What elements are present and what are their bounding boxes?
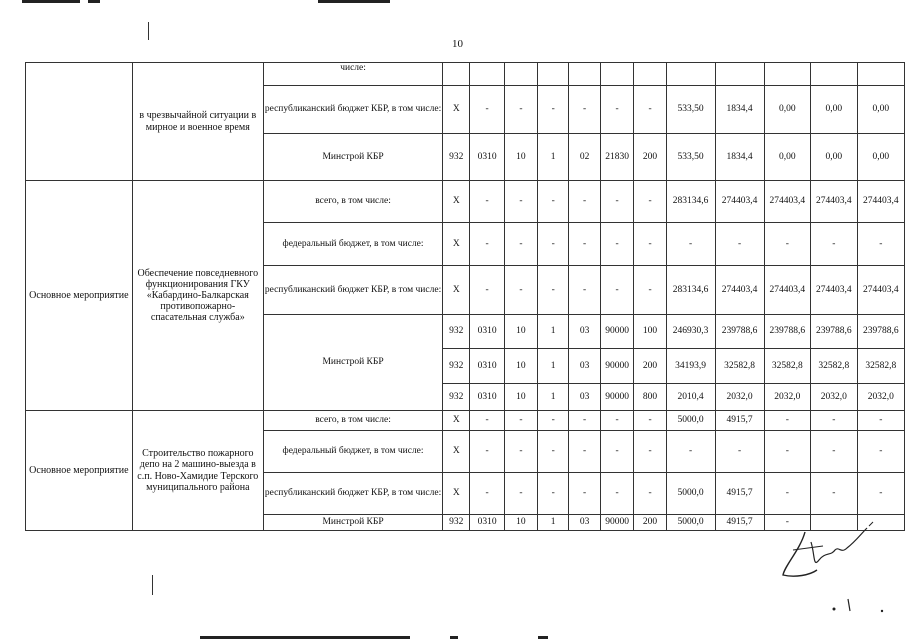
bottom-scan-mark-2 <box>450 636 458 639</box>
table-cell: 274403,4 <box>715 181 764 223</box>
table-cell: - <box>537 223 568 266</box>
table-cell <box>857 63 904 86</box>
table-cell: 4915,7 <box>715 411 764 431</box>
table-cell: 32582,8 <box>764 349 810 384</box>
table-cell: 5000,0 <box>666 515 715 531</box>
table-cell: 239788,6 <box>715 315 764 349</box>
table-cell: - <box>634 411 666 431</box>
table-cell: 1 <box>537 515 568 531</box>
table-cell: 0,00 <box>811 134 857 181</box>
event-type-cell: Основное мероприятие <box>26 181 133 411</box>
table-cell: - <box>634 86 666 134</box>
table-cell: 100 <box>634 315 666 349</box>
table-cell: - <box>569 181 600 223</box>
table-cell: - <box>537 86 568 134</box>
table-cell: - <box>600 86 634 134</box>
table-cell: - <box>857 431 904 473</box>
table-cell: - <box>811 223 857 266</box>
table-cell: - <box>666 223 715 266</box>
budget-table <box>25 62 905 531</box>
funding-source-cell: республиканский бюджет КБР, в том числе: <box>263 473 442 515</box>
table-cell: 283134,6 <box>666 266 715 315</box>
event-type-cell: Основное мероприятие <box>26 411 133 531</box>
table-cell: 274403,4 <box>764 181 810 223</box>
table-cell: Х <box>443 266 470 315</box>
table-cell: - <box>569 411 600 431</box>
table-cell: 533,50 <box>666 86 715 134</box>
scan-dots <box>830 595 890 620</box>
table-cell: - <box>537 411 568 431</box>
funding-source-cell: федеральный бюджет, в том числе: <box>263 431 442 473</box>
funding-source-cell: федеральный бюджет, в том числе: <box>263 223 442 266</box>
table-cell: - <box>537 431 568 473</box>
bottom-scan-mark-1 <box>200 636 410 639</box>
table-cell: 274403,4 <box>857 181 904 223</box>
table-cell: 10 <box>504 315 537 349</box>
table-cell <box>443 63 470 86</box>
table-cell: - <box>470 181 505 223</box>
table-cell: - <box>764 515 810 531</box>
bottom-scan-mark-3 <box>538 636 548 639</box>
table-cell: Х <box>443 181 470 223</box>
table-cell: 246930,3 <box>666 315 715 349</box>
table-cell: - <box>600 181 634 223</box>
table-cell: Х <box>443 431 470 473</box>
funding-source-cell: Минстрой КБР <box>263 315 442 411</box>
table-cell: - <box>569 223 600 266</box>
table-cell: 90000 <box>600 384 634 411</box>
table-cell: - <box>537 266 568 315</box>
table-cell: - <box>857 473 904 515</box>
table-cell: 200 <box>634 515 666 531</box>
table-cell: 10 <box>504 515 537 531</box>
table-cell: - <box>811 473 857 515</box>
table-cell: - <box>666 431 715 473</box>
table-cell: 0310 <box>470 315 505 349</box>
table-cell: 239788,6 <box>857 315 904 349</box>
table-cell: 239788,6 <box>811 315 857 349</box>
table-cell: 1 <box>537 349 568 384</box>
table-cell: 21830 <box>600 134 634 181</box>
table-cell: - <box>811 411 857 431</box>
table-cell: 32582,8 <box>811 349 857 384</box>
scan-tick-mark <box>148 22 149 40</box>
table-cell: 200 <box>634 349 666 384</box>
table-cell: - <box>715 431 764 473</box>
table-cell: - <box>470 266 505 315</box>
table-cell: 0,00 <box>811 86 857 134</box>
table-cell: - <box>504 411 537 431</box>
table-cell: 1 <box>537 315 568 349</box>
table-cell: - <box>504 473 537 515</box>
table-cell: 10 <box>504 384 537 411</box>
table-cell <box>470 63 505 86</box>
table-cell: 932 <box>443 134 470 181</box>
table-cell: 283134,6 <box>666 181 715 223</box>
table-cell: - <box>600 431 634 473</box>
funding-source-cell: Минстрой КБР <box>263 134 442 181</box>
table-cell: - <box>715 223 764 266</box>
table-cell: - <box>634 181 666 223</box>
table-cell: 274403,4 <box>764 266 810 315</box>
table-cell: 1834,4 <box>715 86 764 134</box>
table-cell: 2032,0 <box>857 384 904 411</box>
table-cell: 0,00 <box>857 134 904 181</box>
table-cell: 0310 <box>470 515 505 531</box>
table-cell: - <box>764 473 810 515</box>
table-cell: 4915,7 <box>715 515 764 531</box>
funding-source-cell: числе: <box>263 63 442 86</box>
table-cell: 2032,0 <box>715 384 764 411</box>
table-cell: 932 <box>443 349 470 384</box>
top-scan-mark-1 <box>22 0 80 3</box>
table-cell: Х <box>443 86 470 134</box>
table-cell: 0,00 <box>857 86 904 134</box>
table-cell: - <box>857 223 904 266</box>
table-cell: 533,50 <box>666 134 715 181</box>
table-row <box>26 411 905 431</box>
table-cell <box>537 63 568 86</box>
table-cell: - <box>600 266 634 315</box>
funding-source-cell: всего, в том числе: <box>263 411 442 431</box>
table-cell <box>600 63 634 86</box>
table-cell: 5000,0 <box>666 473 715 515</box>
table-cell: 02 <box>569 134 600 181</box>
table-cell: - <box>764 223 810 266</box>
table-cell: - <box>600 473 634 515</box>
table-cell: - <box>504 86 537 134</box>
table-cell: 274403,4 <box>811 181 857 223</box>
scan-tick-mark <box>152 575 153 595</box>
table-cell: 90000 <box>600 349 634 384</box>
table-cell: 274403,4 <box>715 266 764 315</box>
table-row <box>26 181 905 223</box>
event-description-cell: Строительство пожарного депо на 2 машино-выезда в с.п. Ново-Хамидие Терского муниципального района <box>132 411 263 531</box>
table-cell: 932 <box>443 515 470 531</box>
table-cell: 1 <box>537 384 568 411</box>
table-cell: - <box>537 473 568 515</box>
table-cell: 0310 <box>470 349 505 384</box>
table-cell: - <box>811 431 857 473</box>
table-cell: 200 <box>634 134 666 181</box>
table-cell: - <box>634 431 666 473</box>
table-cell: 03 <box>569 384 600 411</box>
table-cell: - <box>470 411 505 431</box>
table-cell: - <box>504 266 537 315</box>
table-cell: - <box>470 431 505 473</box>
table-cell: 03 <box>569 349 600 384</box>
table-cell: - <box>569 266 600 315</box>
table-cell <box>764 63 810 86</box>
table-cell: Х <box>443 473 470 515</box>
table-cell: - <box>634 223 666 266</box>
event-type-cell <box>26 63 133 181</box>
table-cell: 932 <box>443 384 470 411</box>
table-cell: 1 <box>537 134 568 181</box>
table-cell: - <box>569 86 600 134</box>
table-cell: 2032,0 <box>764 384 810 411</box>
table-cell: 32582,8 <box>857 349 904 384</box>
table-cell: - <box>504 223 537 266</box>
top-scan-mark-3 <box>318 0 390 3</box>
table-cell: - <box>634 266 666 315</box>
table-cell <box>504 63 537 86</box>
table-cell: - <box>470 473 505 515</box>
funding-source-cell: всего, в том числе: <box>263 181 442 223</box>
table-cell: - <box>504 181 537 223</box>
event-description-cell: в чрезвычайной ситуации в мирное и военное время <box>132 63 263 181</box>
funding-source-cell: республиканский бюджет КБР, в том числе: <box>263 86 442 134</box>
table-cell: 10 <box>504 349 537 384</box>
table-cell: 800 <box>634 384 666 411</box>
table-cell: 90000 <box>600 315 634 349</box>
table-cell: 932 <box>443 315 470 349</box>
table-cell: 2032,0 <box>811 384 857 411</box>
table-cell: Х <box>443 411 470 431</box>
table-row <box>26 63 905 86</box>
table-cell: 274403,4 <box>811 266 857 315</box>
table-cell: 32582,8 <box>715 349 764 384</box>
table-cell: 5000,0 <box>666 411 715 431</box>
table-cell: 90000 <box>600 515 634 531</box>
top-scan-mark-2 <box>88 0 100 3</box>
table-cell: - <box>764 431 810 473</box>
table-cell: - <box>504 431 537 473</box>
table-cell: - <box>470 86 505 134</box>
table-cell: - <box>600 223 634 266</box>
table-cell: - <box>569 473 600 515</box>
table-cell: - <box>634 473 666 515</box>
table-cell: 4915,7 <box>715 473 764 515</box>
table-cell: 274403,4 <box>857 266 904 315</box>
table-cell: - <box>857 411 904 431</box>
page-number: 10 <box>452 38 463 50</box>
table-cell: 0,00 <box>764 134 810 181</box>
table-cell: 2010,4 <box>666 384 715 411</box>
event-description-cell: Обеспечение повседневного функционирования ГКУ «Кабардино-Балкарская противопожарно-спасательная служба» <box>132 181 263 411</box>
table-cell <box>715 63 764 86</box>
funding-source-cell: Минстрой КБР <box>263 515 442 531</box>
table-cell: 0310 <box>470 134 505 181</box>
table-cell: Х <box>443 223 470 266</box>
table-cell <box>634 63 666 86</box>
table-cell <box>569 63 600 86</box>
table-cell: - <box>470 223 505 266</box>
table-cell <box>811 63 857 86</box>
signature <box>775 520 885 590</box>
table-cell: - <box>764 411 810 431</box>
funding-source-cell: республиканский бюджет КБР, в том числе: <box>263 266 442 315</box>
table-cell: - <box>569 431 600 473</box>
table-cell: 10 <box>504 134 537 181</box>
table-cell: - <box>537 181 568 223</box>
table-cell: 0,00 <box>764 86 810 134</box>
table-cell <box>666 63 715 86</box>
table-cell: 03 <box>569 315 600 349</box>
table-cell: 0310 <box>470 384 505 411</box>
table-cell: 03 <box>569 515 600 531</box>
table-cell: 1834,4 <box>715 134 764 181</box>
table-cell: 34193,9 <box>666 349 715 384</box>
table-cell: - <box>600 411 634 431</box>
table-cell: 239788,6 <box>764 315 810 349</box>
